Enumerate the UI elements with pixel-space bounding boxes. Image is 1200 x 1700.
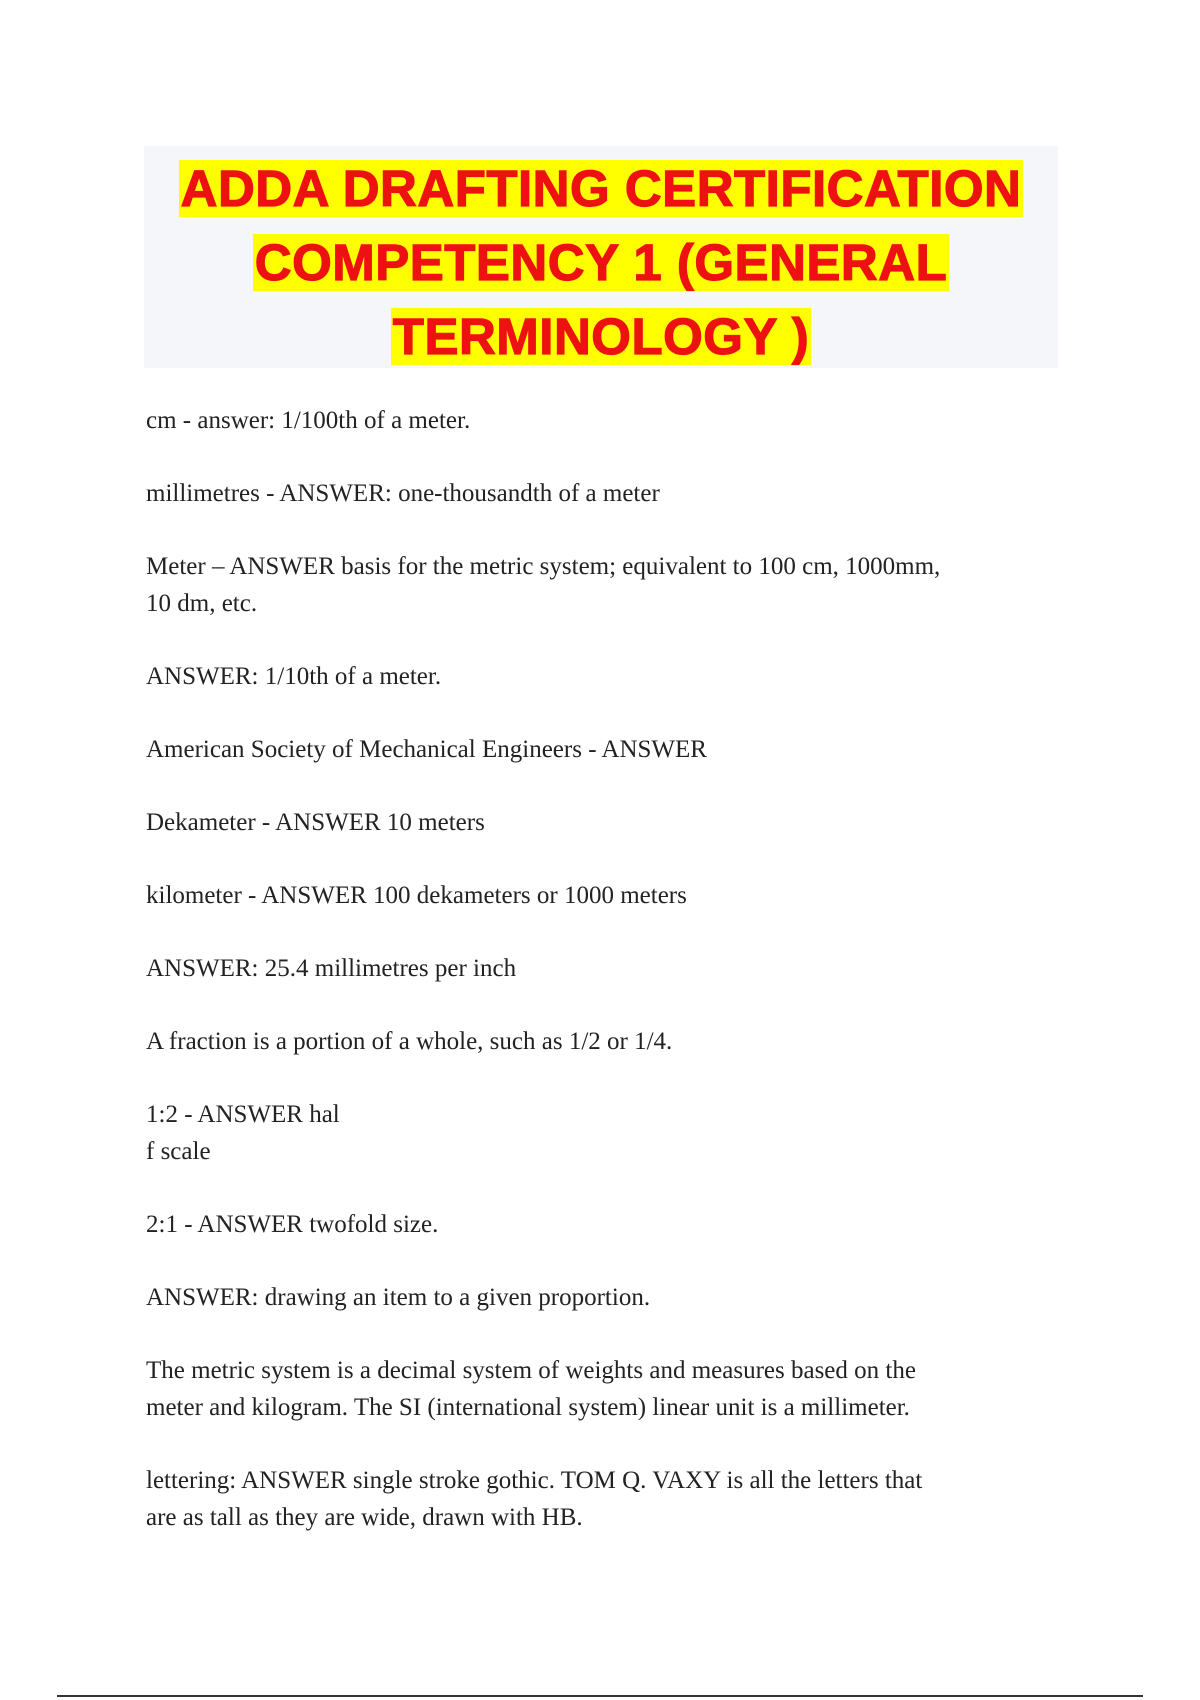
entry-decimeter-answer: ANSWER: 1/10th of a meter. [146,663,442,690]
entry-asme: American Society of Mechanical Engineers - ANSWER [146,736,707,763]
document-body [146,402,1066,1572]
entry-meter: Meter – ANSWER basis for the metric system; equivalent to 100 cm, 1000mm, 10 dm, etc. [146,553,941,617]
entry-fraction: A fraction is a portion of a whole, such as 1/2 or 1/4. [146,1028,673,1055]
entry-inch-conversion: ANSWER: 25.4 millimetres per inch [146,955,517,982]
entry-lettering: lettering: ANSWER single stroke gothic. TOM Q. VAXY is all the letters that are as tall as they are wide, drawn with HB. [146,1467,923,1531]
title-line-3: TERMINOLOGY ) [392,308,810,365]
document-title [144,152,1058,374]
entry-half-scale: 1:2 - ANSWER hal f scale [146,1101,340,1165]
entry-double-scale: 2:1 - ANSWER twofold size. [146,1211,439,1238]
entry-millimetres: millimetres - ANSWER: one-thousandth of a meter [146,480,660,507]
entry-metric-system: The metric system is a decimal system of weights and measures based on the meter and kilogram. The SI (international system) linear unit is a millimeter. [146,1357,916,1421]
entry-cm: cm - answer: 1/100th of a meter. [146,407,471,434]
title-line-2: COMPETENCY 1 (GENERAL [254,234,948,291]
title-line-1: ADDA DRAFTING CERTIFICATION [180,160,1022,217]
entry-kilometer: kilometer - ANSWER 100 dekameters or 1000 meters [146,882,687,909]
entry-scale-drawing: ANSWER: drawing an item to a given proportion. [146,1284,651,1311]
entry-dekameter: Dekameter - ANSWER 10 meters [146,809,485,836]
title-box [144,146,1058,368]
footer-divider [57,1695,1143,1697]
